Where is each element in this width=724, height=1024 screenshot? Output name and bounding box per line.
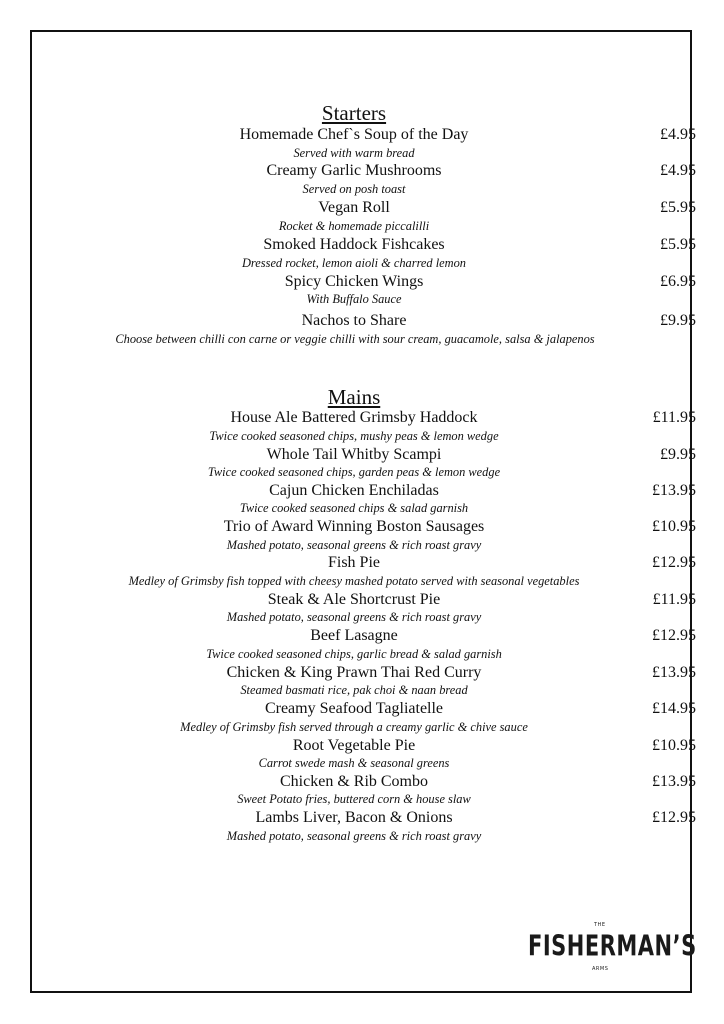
logo-top-text: THE bbox=[594, 922, 606, 928]
starter-dish-price: £4.95 bbox=[660, 162, 696, 179]
main-dish-name: Root Vegetable Pie bbox=[292, 737, 416, 754]
main-dish-name: Fish Pie bbox=[327, 554, 380, 571]
main-dish-price: £13.95 bbox=[652, 773, 696, 790]
main-dish-price: £14.95 bbox=[652, 700, 696, 717]
main-dish-name: Chicken & Rib Combo bbox=[280, 773, 428, 790]
starter-dish-description: With Buffalo Sauce bbox=[306, 292, 402, 306]
starter-dish-price: £5.95 bbox=[660, 199, 696, 216]
starter-dish-name: Vegan Roll bbox=[318, 199, 390, 216]
main-dish-price: £11.95 bbox=[652, 409, 696, 426]
starter-dish-name: Smoked Haddock Fishcakes bbox=[263, 236, 445, 253]
main-dish-name: Lambs Liver, Bacon & Onions bbox=[255, 809, 453, 826]
main-dish-name: Steak & Ale Shortcrust Pie bbox=[267, 591, 441, 608]
logo-bottom-text: ARMS bbox=[592, 966, 609, 972]
main-dish-price: £11.95 bbox=[652, 591, 696, 608]
starter-dish-price: £5.95 bbox=[660, 236, 696, 253]
fishermans-arms-logo bbox=[528, 922, 697, 976]
main-dish-name: Cajun Chicken Enchiladas bbox=[269, 482, 439, 499]
starter-dish-name: Homemade Chef`s Soup of the Day bbox=[239, 126, 469, 143]
starter-dish-description: Dressed rocket, lemon aioli & charred lemon bbox=[241, 256, 467, 270]
main-dish-price: £13.95 bbox=[652, 482, 696, 499]
main-dish-description: Medley of Grimsby fish served through a creamy garlic & chive sauce bbox=[180, 720, 528, 734]
main-dish-name: House Ale Battered Grimsby Haddock bbox=[230, 409, 478, 426]
main-dish-description: Mashed potato, seasonal greens & rich roast gravy bbox=[226, 610, 482, 624]
starter-dish-description: Choose between chilli con carne or veggie chilli with sour cream, guacamole, salsa & jalapenos bbox=[115, 332, 595, 346]
main-dish-description: Steamed basmati rice, pak choi & naan bread bbox=[240, 683, 468, 697]
main-dish-description: Medley of Grimsby fish topped with cheesy mashed potato served with seasonal vegetables bbox=[128, 574, 580, 588]
main-dish-name: Creamy Seafood Tagliatelle bbox=[264, 700, 444, 717]
main-dish-name: Trio of Award Winning Boston Sausages bbox=[223, 518, 485, 535]
main-dish-description: Twice cooked seasoned chips, mushy peas & lemon wedge bbox=[209, 429, 499, 443]
starter-dish-price: £9.95 bbox=[660, 312, 696, 329]
main-dish-description: Twice cooked seasoned chips & salad garnish bbox=[239, 501, 469, 515]
starter-dish-price: £6.95 bbox=[660, 273, 696, 290]
main-dish-description: Twice cooked seasoned chips, garlic bread & salad garnish bbox=[206, 647, 502, 661]
starters-heading: Starters bbox=[321, 101, 387, 125]
main-dish-description: Carrot swede mash & seasonal greens bbox=[258, 756, 450, 770]
main-dish-price: £12.95 bbox=[652, 627, 696, 644]
main-dish-price: £9.95 bbox=[660, 446, 696, 463]
main-dish-description: Sweet Potato fries, buttered corn & house slaw bbox=[237, 792, 471, 806]
starter-dish-name: Creamy Garlic Mushrooms bbox=[266, 162, 442, 179]
main-dish-description: Mashed potato, seasonal greens & rich roast gravy bbox=[226, 829, 482, 843]
main-dish-price: £13.95 bbox=[652, 664, 696, 681]
menu-frame bbox=[30, 30, 697, 993]
main-dish-price: £10.95 bbox=[652, 518, 696, 535]
main-dish-description: Twice cooked seasoned chips, garden peas & lemon wedge bbox=[207, 465, 501, 479]
starter-dish-price: £4.95 bbox=[660, 126, 696, 143]
main-dish-name: Chicken & King Prawn Thai Red Curry bbox=[226, 664, 482, 681]
starter-dish-description: Served on posh toast bbox=[302, 182, 406, 196]
main-dish-price: £12.95 bbox=[652, 554, 696, 571]
main-dish-name: Whole Tail Whitby Scampi bbox=[266, 446, 442, 463]
mains-heading: Mains bbox=[327, 385, 381, 409]
starter-dish-description: Rocket & homemade piccalilli bbox=[278, 219, 430, 233]
starter-dish-name: Nachos to Share bbox=[301, 312, 407, 329]
main-dish-name: Beef Lasagne bbox=[310, 627, 398, 644]
starter-dish-description: Served with warm bread bbox=[293, 146, 415, 160]
main-dish-description: Mashed potato, seasonal greens & rich roast gravy bbox=[226, 538, 482, 552]
starter-dish-name: Spicy Chicken Wings bbox=[284, 273, 424, 290]
logo-name: FISHERMAN’S bbox=[528, 930, 697, 963]
main-dish-price: £12.95 bbox=[652, 809, 696, 826]
main-dish-price: £10.95 bbox=[652, 737, 696, 754]
